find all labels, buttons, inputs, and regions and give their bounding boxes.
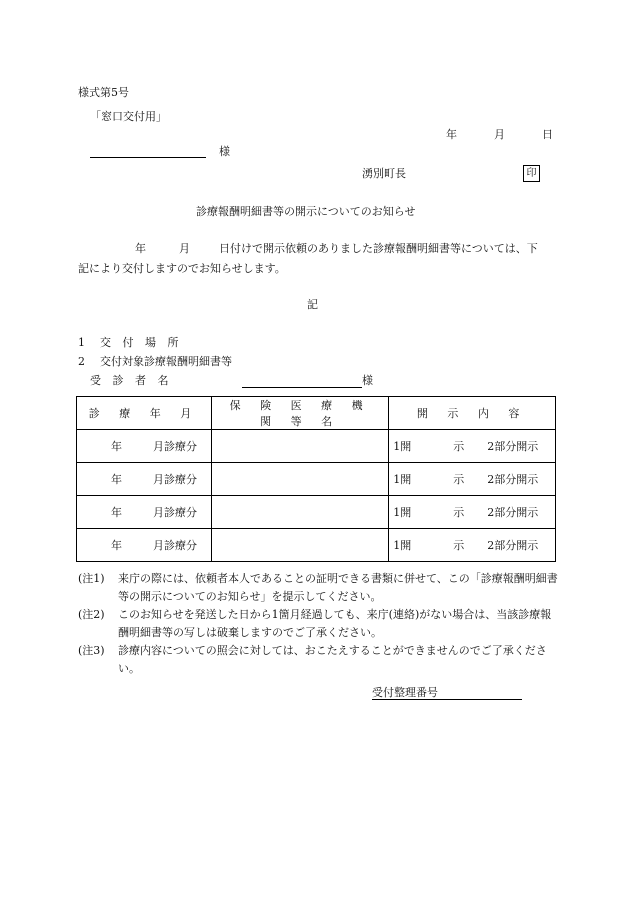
body-year: 年 xyxy=(135,242,146,255)
header-disclosure: 開 示 内 容 xyxy=(389,397,556,430)
item-2-num: 2 xyxy=(78,355,85,368)
addressee-suffix: 様 xyxy=(219,145,230,158)
notes-section xyxy=(78,570,558,678)
issuer: 湧別町長 xyxy=(362,167,406,180)
item-2 xyxy=(78,355,232,369)
form-number: 様式第5号 xyxy=(78,86,129,99)
reception-number-label: 受付整理番号 xyxy=(372,686,438,699)
option-partial[interactable]: 2部分開示 xyxy=(487,473,539,486)
option-partial[interactable]: 2部分開示 xyxy=(487,506,539,519)
cell-date xyxy=(77,529,212,562)
option-full-char: 示 xyxy=(453,506,465,519)
body-month: 月 xyxy=(179,242,190,255)
header-date: 診 療 年 月 xyxy=(77,397,212,430)
note-1 xyxy=(78,570,558,606)
body-line1-rest: 日付けで開示依頼のありました診療報酬明細書等については、下 xyxy=(219,242,538,255)
cell-month: 月診療分 xyxy=(153,440,197,453)
date-line xyxy=(446,128,553,142)
patient-name-blank xyxy=(242,373,362,388)
date-year: 年 xyxy=(446,128,457,141)
note-3-label: (注3) xyxy=(78,644,105,657)
cell-year: 年 xyxy=(111,440,122,453)
cell-year: 年 xyxy=(111,539,122,552)
date-month: 月 xyxy=(494,128,505,141)
seal-stamp: 印 xyxy=(523,165,540,182)
cell-disclosure[interactable] xyxy=(389,430,556,463)
patient-label: 受 診 者 名 xyxy=(90,374,173,387)
option-full[interactable]: 1開 xyxy=(393,506,412,519)
cell-date xyxy=(77,430,212,463)
reception-number-blank xyxy=(438,686,522,700)
table-row xyxy=(77,529,556,562)
option-full-char: 示 xyxy=(453,539,465,552)
addressee-blank xyxy=(90,144,206,158)
cell-date xyxy=(77,463,212,496)
table-row xyxy=(77,463,556,496)
note-2 xyxy=(78,606,558,642)
cell-institution[interactable] xyxy=(212,430,389,463)
option-full-char: 示 xyxy=(453,473,465,486)
note-3-text: 診療内容についての照会に対しては、おこたえすることができませんのでご了承ください。 xyxy=(118,644,547,675)
disclosure-table xyxy=(76,396,556,562)
cell-date xyxy=(77,496,212,529)
body-line-1 xyxy=(135,242,538,256)
cell-month: 月診療分 xyxy=(153,506,197,519)
date-day: 日 xyxy=(542,128,553,141)
item-1 xyxy=(78,336,183,350)
cell-month: 月診療分 xyxy=(153,539,197,552)
table-header-row xyxy=(77,397,556,430)
note-1-label: (注1) xyxy=(78,572,105,585)
option-partial[interactable]: 2部分開示 xyxy=(487,440,539,453)
item-1-label: 交 付 場 所 xyxy=(100,336,183,349)
cell-disclosure[interactable] xyxy=(389,463,556,496)
item-1-num: 1 xyxy=(78,336,85,349)
cell-institution[interactable] xyxy=(212,496,389,529)
option-full[interactable]: 1開 xyxy=(393,539,412,552)
note-2-label: (注2) xyxy=(78,608,105,621)
patient-suffix: 様 xyxy=(362,374,373,387)
note-2-text: このお知らせを発送した日から1箇月経過しても、来庁(連絡)がない場合は、当該診療報酬明細書等の写しは破棄しますのでご了承ください。 xyxy=(118,608,552,639)
option-full[interactable]: 1開 xyxy=(393,473,412,486)
cell-disclosure[interactable] xyxy=(389,496,556,529)
note-1-text: 来庁の際には、依頼者本人であることの証明できる書類に併せて、この「診療報酬明細書等の開示についてのお知らせ」を提示してください。 xyxy=(118,572,558,603)
header-institution: 保 険 医 療 機 関 等 名 xyxy=(212,397,389,430)
note-3 xyxy=(78,642,558,678)
body-line-2: 記により交付しますのでお知らせします。 xyxy=(78,262,286,275)
cell-institution[interactable] xyxy=(212,529,389,562)
item-2-label: 交付対象診療報酬明細書等 xyxy=(100,355,232,368)
window-label: 「窓口交付用」 xyxy=(90,110,167,123)
cell-disclosure[interactable] xyxy=(389,529,556,562)
table-row xyxy=(77,496,556,529)
reception-number xyxy=(372,686,522,700)
cell-institution[interactable] xyxy=(212,463,389,496)
table-row xyxy=(77,430,556,463)
cell-year: 年 xyxy=(111,473,122,486)
cell-month: 月診療分 xyxy=(153,473,197,486)
page-title: 診療報酬明細書等の開示についてのお知らせ xyxy=(196,205,416,218)
cell-year: 年 xyxy=(111,506,122,519)
option-partial[interactable]: 2部分開示 xyxy=(487,539,539,552)
option-full[interactable]: 1開 xyxy=(393,440,412,453)
ki-heading: 記 xyxy=(307,298,318,311)
option-full-char: 示 xyxy=(453,440,465,453)
